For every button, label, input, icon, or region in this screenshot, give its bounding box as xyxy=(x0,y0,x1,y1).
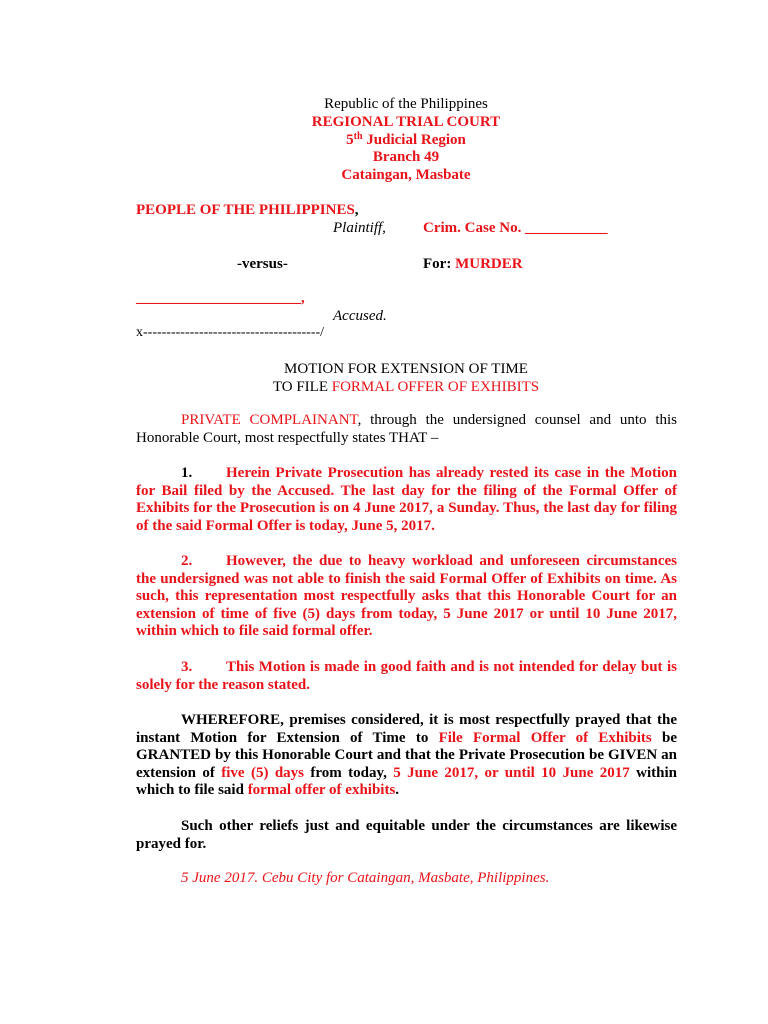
branch-line: Branch 49 xyxy=(372,149,440,165)
motion-title-line2: TO FILE FORMAL OFFER OF EXHIBITS xyxy=(272,379,540,395)
other-reliefs-paragraph: Such other reliefs just and equitable under the circumstances are likewise prayed for. xyxy=(136,818,677,852)
prayer-paragraph: WHEREFORE, premises considered, it is most respectfully prayed that the instant Motion for Extension of Time to File Formal Offer of Exhibits be GRANTED by this Honorable Court and that the Private Prosecution be GIVEN an extension of five (5) days from today, 5 June 2017, or until 10 June 2017 within which to file said formal offer of exhibits. xyxy=(136,712,677,799)
intro-paragraph: PRIVATE COMPLAINANT, through the undersigned counsel and unto this Honorable Court, most respectfully states THAT – xyxy=(136,412,678,446)
item-3: 3. This Motion is made in good faith and is not intended for delay but is solely for the reason stated. xyxy=(136,659,677,693)
judicial-region: 5th Judicial Region xyxy=(346,131,466,148)
motion-title-line1: MOTION FOR EXTENSION OF TIME xyxy=(284,361,528,377)
closing-line: 5 June 2017. Cebu City for Cataingan, Masbate, Philippines. xyxy=(181,870,550,886)
offense-line: For: MURDER xyxy=(423,256,523,272)
item-1: 1. Herein Private Prosecution has already rested its case in the Motion for Bail filed by the Accused. The last day for the filing of the Formal Offer of Exhibits for the Prosecution is on 4 June 2017, a Sunday. Thus, the last day for filing of the said Formal Offer is today, June 5, 2017. xyxy=(136,465,677,534)
accused-role: Accused. xyxy=(333,308,387,324)
item-2: 2. However, the due to heavy workload and unforeseen circumstances the undersigned was not able to finish the said Formal Offer of Exhibits on time. As such, this representation most respectfully asks that this Honorable Court for an extension of time of five (5) days from today, 5 June 2017 or until 10 June 2017, within which to file said formal offer. xyxy=(136,553,677,640)
location-line: Cataingan, Masbate xyxy=(341,167,471,183)
plaintiff-name: PEOPLE OF THE PHILIPPINES, xyxy=(136,202,359,218)
caption-separator: x--------------------------------------/ xyxy=(136,325,325,340)
plaintiff-role: Plaintiff, xyxy=(333,220,386,236)
versus-label: -versus- xyxy=(237,256,288,272)
republic-line: Republic of the Philippines xyxy=(324,96,488,112)
accused-blank: ______________________, xyxy=(136,290,305,306)
court-name: REGIONAL TRIAL COURT xyxy=(311,114,501,130)
case-number: Crim. Case No. ___________ xyxy=(423,220,608,236)
